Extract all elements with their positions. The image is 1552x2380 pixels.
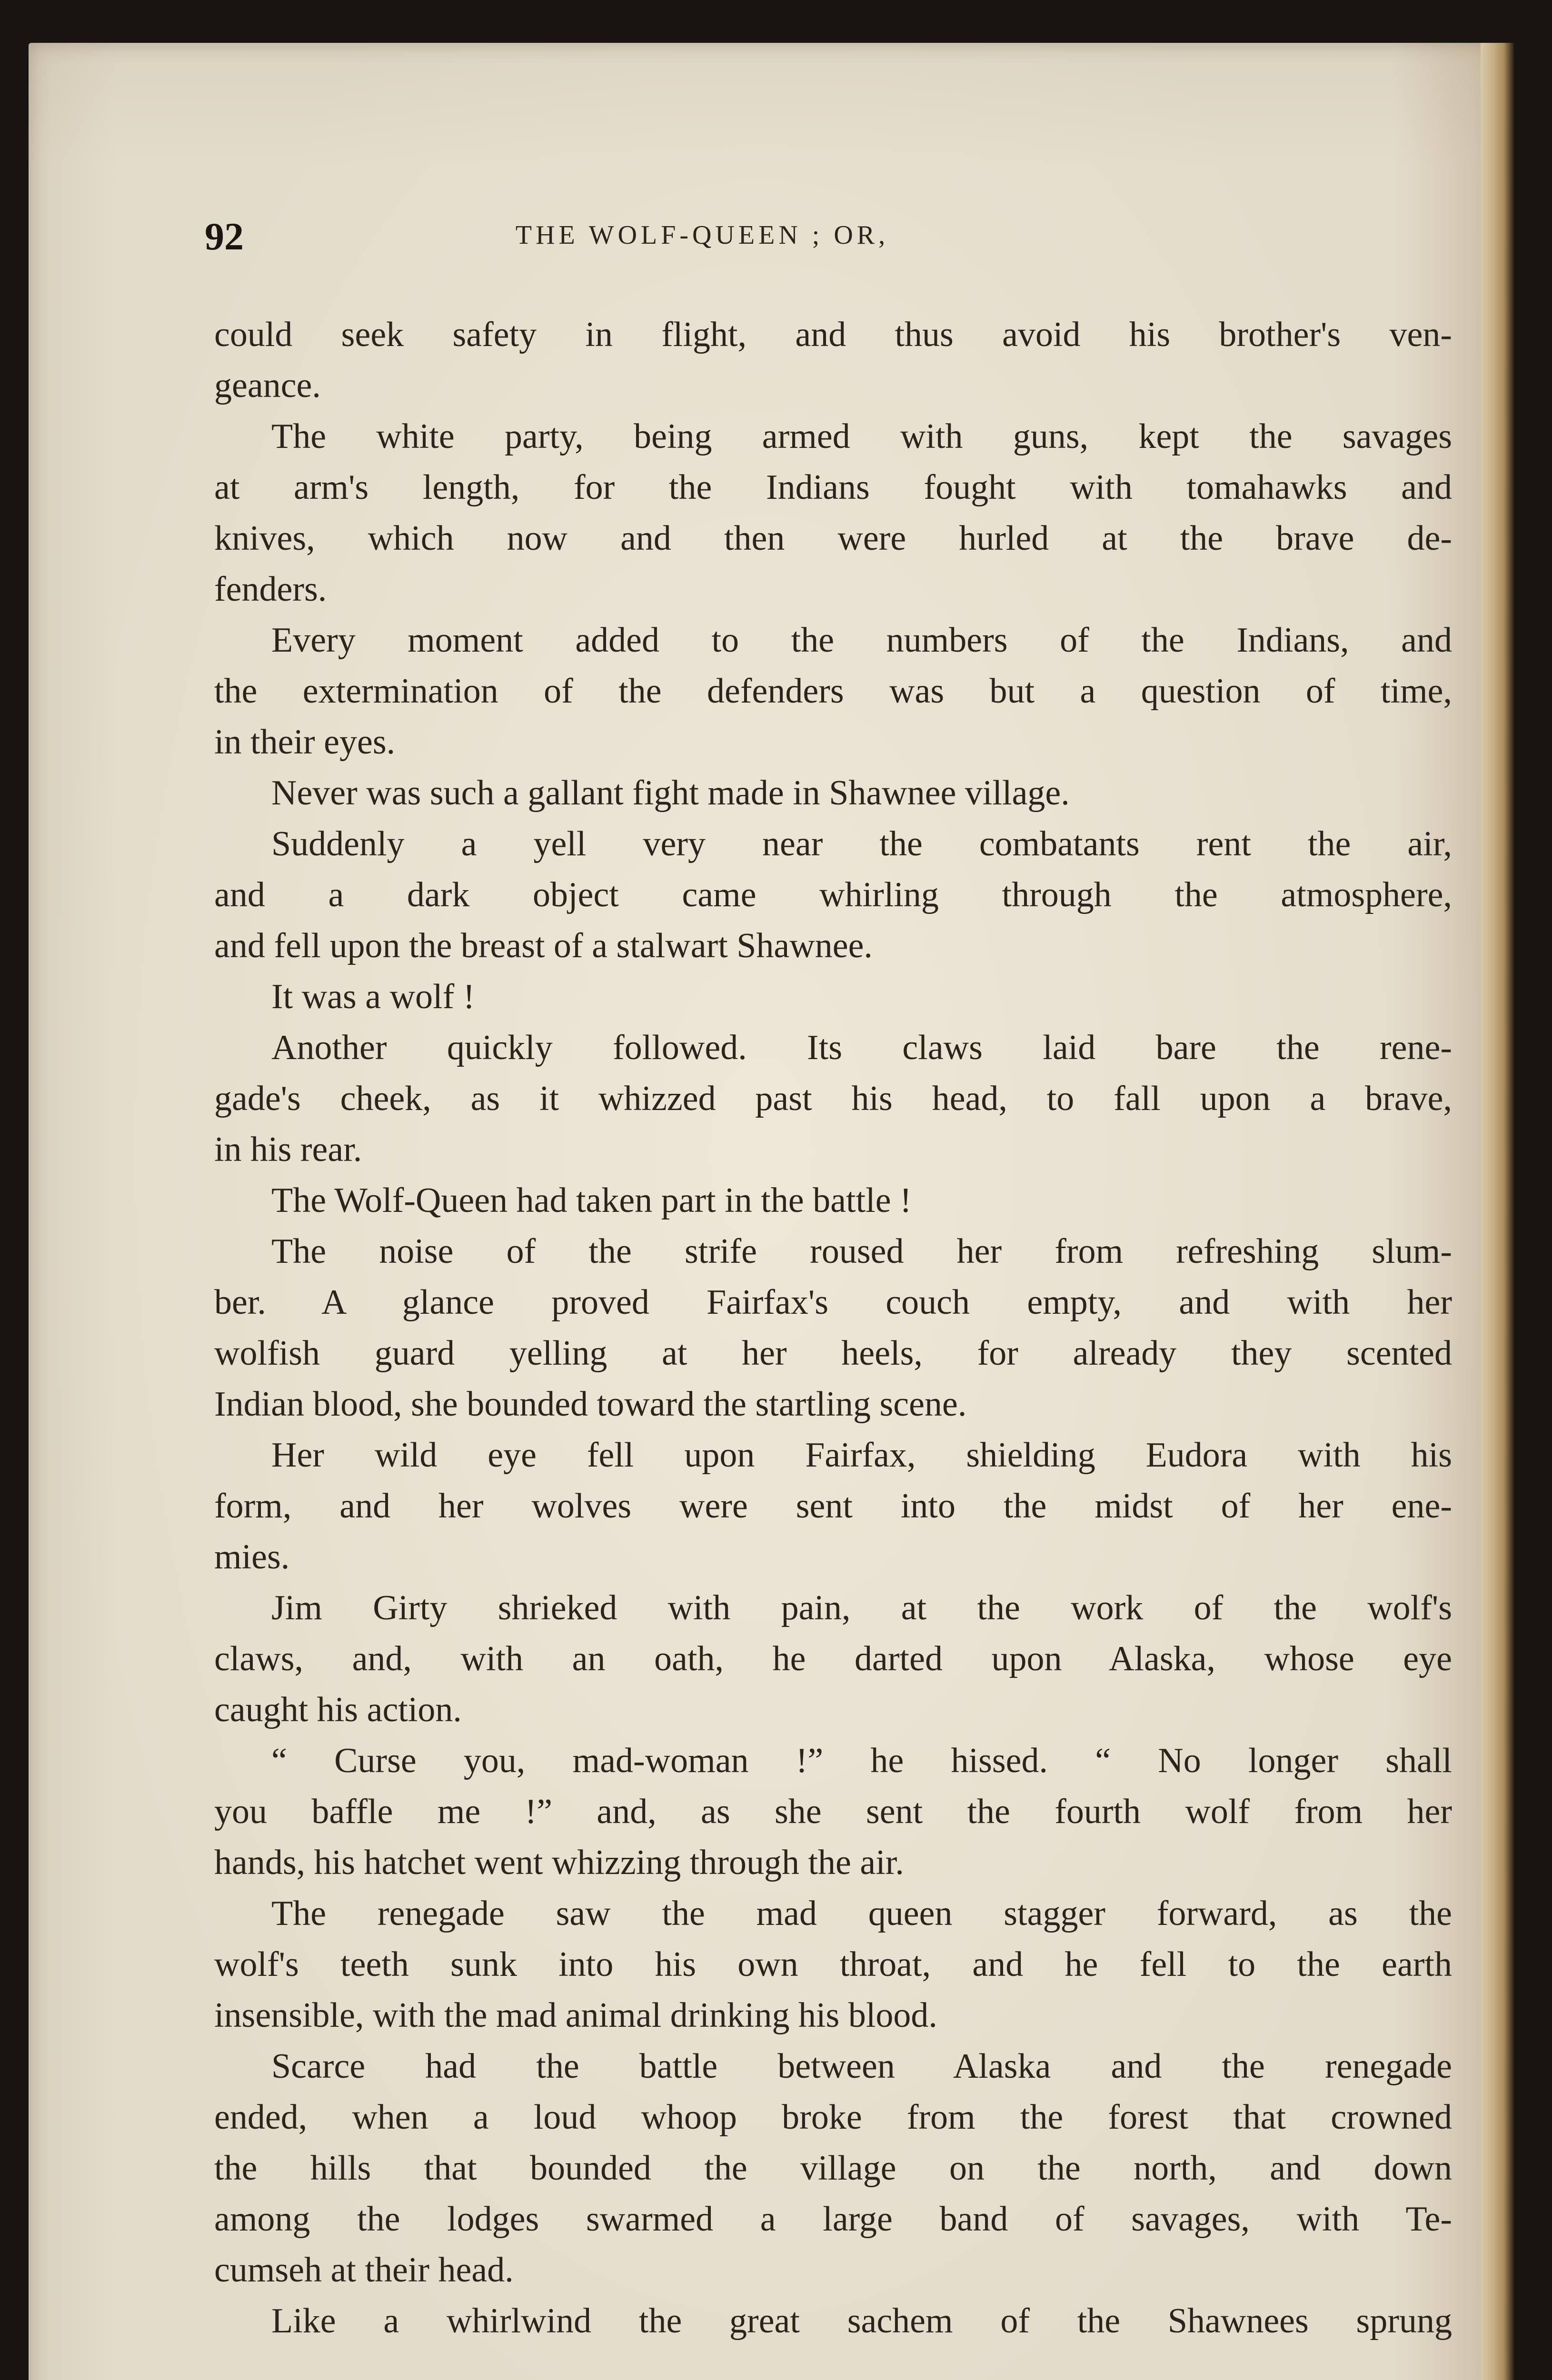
text-line: form, and her wolves were sent into the midst of her ene- bbox=[214, 1487, 1452, 1526]
text-line: hands, his hatchet went whizzing through the air. bbox=[214, 1843, 904, 1882]
body-text bbox=[214, 309, 1452, 2347]
text-line: Never was such a gallant fight made in Shawnee village. bbox=[271, 774, 1070, 813]
page-number: 92 bbox=[205, 215, 244, 258]
text-line: Like a whirlwind the great sachem of the Shawnees sprung bbox=[271, 2301, 1452, 2340]
text-line: wolf's teeth sunk into his own throat, and he fell to the earth bbox=[214, 1945, 1452, 1984]
text-line: wolfish guard yelling at her heels, for already they scented bbox=[214, 1334, 1452, 1373]
book-page bbox=[29, 43, 1495, 2380]
text-line: among the lodges swarmed a large band of savages, with Te- bbox=[214, 2200, 1452, 2239]
text-line: Her wild eye fell upon Fairfax, shielding Eudora with his bbox=[271, 1436, 1452, 1475]
book-spine bbox=[1481, 43, 1514, 2380]
text-line: the hills that bounded the village on the north, and down bbox=[214, 2149, 1452, 2188]
running-head: THE WOLF-QUEEN ; OR, bbox=[515, 220, 889, 250]
text-line: knives, which now and then were hurled at the brave de- bbox=[214, 519, 1452, 558]
text-line: and fell upon the breast of a stalwart Shawnee. bbox=[214, 926, 873, 965]
text-line: mies. bbox=[214, 1537, 290, 1577]
page-header bbox=[205, 214, 1466, 267]
text-line: The white party, being armed with guns, kept the savages bbox=[271, 417, 1452, 456]
text-line: the extermination of the defenders was but a question of time, bbox=[214, 672, 1452, 711]
text-line: at arm's length, for the Indians fought with tomahawks and bbox=[214, 468, 1452, 507]
text-line: Indian blood, she bounded toward the startling scene. bbox=[214, 1385, 967, 1424]
text-line: Every moment added to the numbers of the Indians, and bbox=[271, 621, 1452, 660]
text-line: geance. bbox=[214, 366, 321, 405]
text-line: It was a wolf ! bbox=[271, 977, 475, 1016]
text-line: cumseh at their head. bbox=[214, 2251, 514, 2290]
text-line: ber. A glance proved Fairfax's couch empty, and with her bbox=[214, 1283, 1452, 1322]
text-line: Another quickly followed. Its claws laid bare the rene- bbox=[271, 1028, 1452, 1067]
text-line: you baffle me !” and, as she sent the fourth wolf from her bbox=[214, 1792, 1452, 1831]
text-line: Suddenly a yell very near the combatants rent the air, bbox=[271, 824, 1452, 863]
text-line: gade's cheek, as it whizzed past his head, to fall upon a brave, bbox=[214, 1079, 1452, 1118]
text-line: insensible, with the mad animal drinking his blood. bbox=[214, 1996, 937, 2035]
text-line: and a dark object came whirling through the atmosphere, bbox=[214, 875, 1452, 914]
text-line: The noise of the strife roused her from refreshing slum- bbox=[271, 1232, 1452, 1271]
text-line: The Wolf-Queen had taken part in the battle ! bbox=[271, 1181, 912, 1220]
text-line: Jim Girty shrieked with pain, at the work of the wolf's bbox=[271, 1588, 1452, 1627]
text-line: Scarce had the battle between Alaska and the renegade bbox=[271, 2047, 1452, 2086]
text-line: claws, and, with an oath, he darted upon Alaska, whose eye bbox=[214, 1639, 1452, 1678]
text-line: fenders. bbox=[214, 570, 327, 609]
text-line: “ Curse you, mad-woman !” he hissed. “ No longer shall bbox=[271, 1741, 1452, 1780]
text-line: caught his action. bbox=[214, 1690, 462, 1729]
text-line: in their eyes. bbox=[214, 723, 396, 762]
text-line: The renegade saw the mad queen stagger forward, as the bbox=[271, 1894, 1452, 1933]
text-line: in his rear. bbox=[214, 1130, 362, 1169]
text-line: ended, when a loud whoop broke from the forest that crowned bbox=[214, 2098, 1452, 2137]
text-line: could seek safety in flight, and thus avoid his brother's ven- bbox=[214, 315, 1452, 354]
